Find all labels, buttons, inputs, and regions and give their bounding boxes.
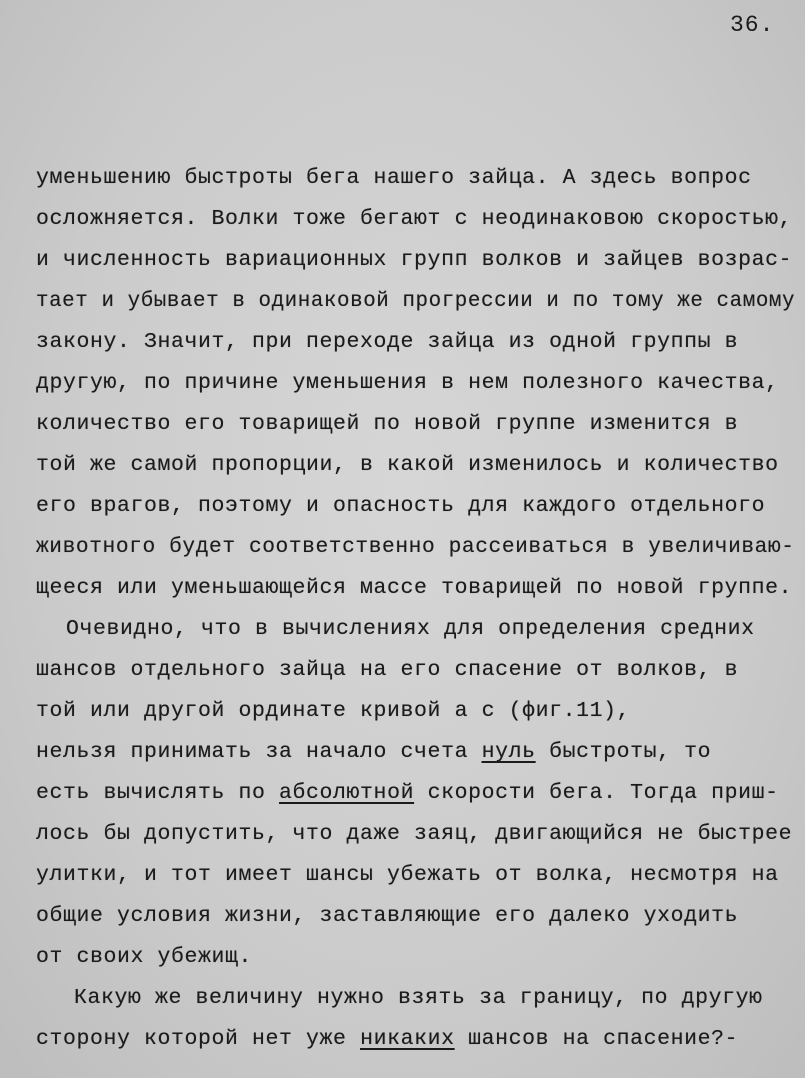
text-line-5: закону. Значит, при переходе зайца из одной группы в <box>36 330 739 354</box>
text-segment: скорости бега. Тогда приш- <box>414 781 779 805</box>
text-segment: есть вычислять по <box>36 781 280 805</box>
text-line-11: щееся или уменьшающейся массе товарищей по новой группе. <box>36 576 793 600</box>
underlined-word: никаких <box>360 1027 455 1051</box>
text-line-22 <box>36 1027 738 1051</box>
text-line-10: животного будет соответственно рассеиваться в увеличиваю- <box>36 535 795 559</box>
page-number: 36. <box>730 12 775 38</box>
text-line-18: улитки, и тот имеет шансы убежать от волка, несмотря на <box>36 863 779 887</box>
text-segment: сторону которой нет уже <box>36 1027 361 1051</box>
text-line-3: и численность вариационных групп волков и зайцев возрас- <box>36 248 793 272</box>
text-line-2: осложняется. Волки тоже бегают с неодинаковою скоростью, <box>36 207 793 231</box>
text-segment: быстроты, то <box>535 740 712 764</box>
text-line-7: количество его товарищей по новой группе изменится в <box>36 412 739 436</box>
text-line-15 <box>36 740 711 764</box>
text-line-6: другую, по причине уменьшения в нем полезного качества, <box>36 371 779 395</box>
text-line-1: уменьшению быстроты бега нашего зайца. А здесь вопрос <box>36 166 752 190</box>
text-line-9: его врагов, поэтому и опасность для каждого отдельного <box>36 494 766 518</box>
underlined-word: абсолютной <box>279 781 415 805</box>
text-line-20: от своих убежищ. <box>36 945 253 969</box>
text-line-16 <box>36 781 779 805</box>
underlined-word: нуль <box>481 740 536 764</box>
text-line-8: той же самой пропорции, в какой изменилось и количество <box>36 453 779 477</box>
text-segment: шансов на спасение?- <box>454 1027 739 1051</box>
text-line-12: Очевидно, что в вычислениях для определения средних <box>66 617 755 641</box>
text-line-13: шансов отдельного зайца на его спасение от волков, в <box>36 658 739 682</box>
text-line-17: лось бы допустить, что даже заяц, двигающийся не быстрее <box>36 822 793 846</box>
text-line-4: тает и убывает в одинаковой прогрессии и по тому же самому <box>36 289 796 313</box>
text-segment: нельзя принимать за начало счета <box>36 740 482 764</box>
text-line-14: той или другой ординате кривой а с (фиг.11), <box>36 699 631 723</box>
text-line-19: общие условия жизни, заставляющие его далеко уходить <box>36 904 739 928</box>
text-line-21: Какую же величину нужно взять за границу, по другую <box>74 986 763 1010</box>
